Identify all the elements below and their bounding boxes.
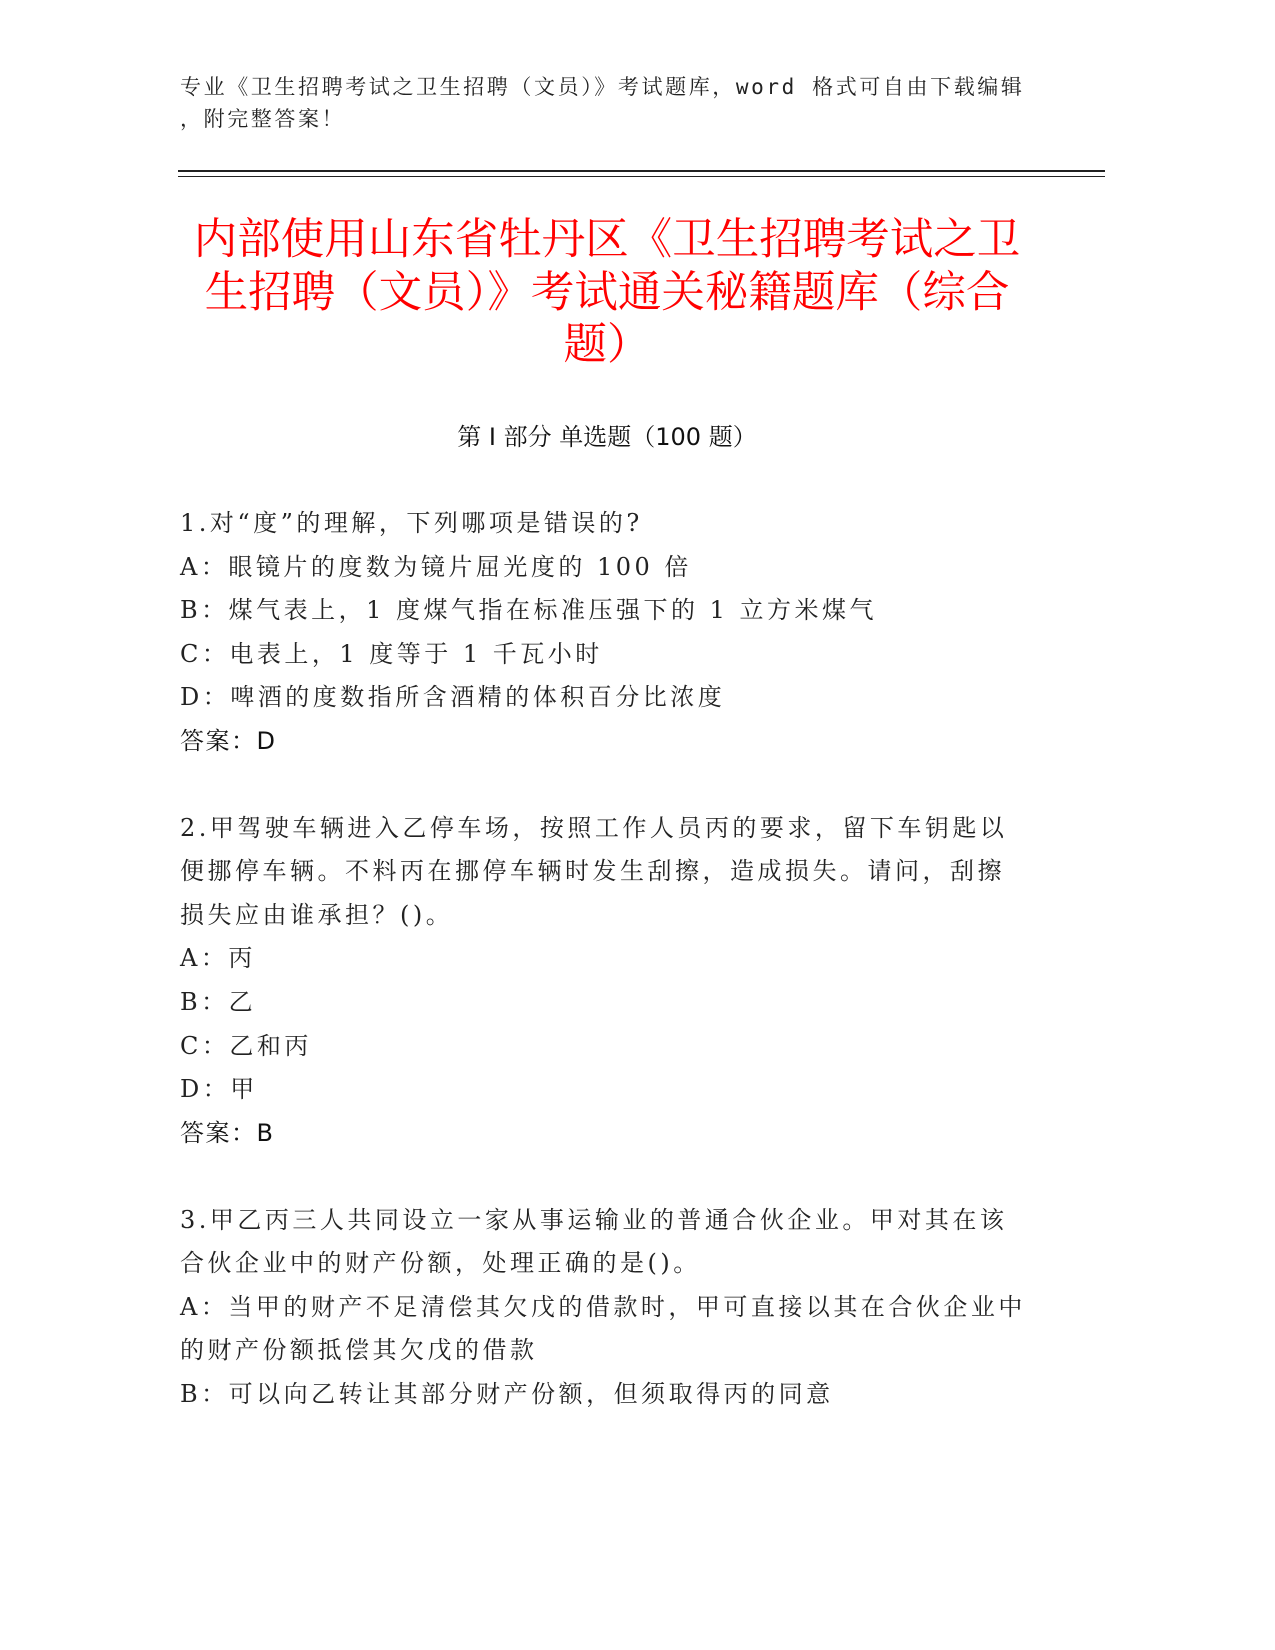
header-note: 专业《卫生招聘考试之卫生招聘（文员）》考试题库，word 格式可自由下载编辑，附完整答案！ (180, 75, 1025, 131)
option-a: A：眼镜片的度数为镜片屈光度的 100 倍 (180, 552, 692, 581)
option-c: C：乙和丙 (180, 1031, 312, 1060)
question-list (180, 502, 1030, 1416)
question-stem: 2.甲驾驶车辆进入乙停车场，按照工作人员丙的要求，留下车钥匙以便挪停车辆。不料丙在挪停车辆时发生刮擦，造成损失。请问，刮擦损失应由谁承担？()。 (180, 813, 1008, 929)
question-2 (180, 807, 1030, 1155)
question-1 (180, 502, 1030, 763)
answer-line: 答案：D (180, 726, 277, 755)
option-d: D：啤酒的度数指所含酒精的体积百分比浓度 (180, 683, 726, 712)
option-b: B：可以向乙转让其部分财产份额，但须取得丙的同意 (180, 1379, 834, 1408)
answer-line: 答案：B (180, 1118, 275, 1147)
header-rule-thin (178, 176, 1105, 177)
option-a: A：丙 (180, 944, 256, 973)
option-a: A：当甲的财产不足清偿其欠戊的借款时，甲可直接以其在合伙企业中的财产份额抵偿其欠戊的借款 (180, 1292, 1026, 1365)
question-3 (180, 1199, 1030, 1417)
question-stem: 1.对“度”的理解，下列哪项是错误的? (180, 509, 643, 537)
question-stem: 3.甲乙丙三人共同设立一家从事运输业的普通合伙企业。甲对其在该合伙企业中的财产份额，处理正确的是()。 (180, 1205, 1008, 1278)
option-b: B：乙 (180, 988, 257, 1017)
section-heading: 第 I 部分 单选题（100 题） (457, 423, 757, 451)
option-c: C：电表上，1 度等于 1 千瓦小时 (180, 639, 603, 668)
option-d: D：甲 (180, 1075, 258, 1104)
header-rule-thick (178, 170, 1105, 172)
option-b: B：煤气表上，1 度煤气指在标准压强下的 1 立方米煤气 (180, 596, 878, 625)
document-title: 内部使用山东省牡丹区《卫生招聘考试之卫生招聘（文员）》考试通关秘籍题库（综合题） (193, 215, 1021, 370)
